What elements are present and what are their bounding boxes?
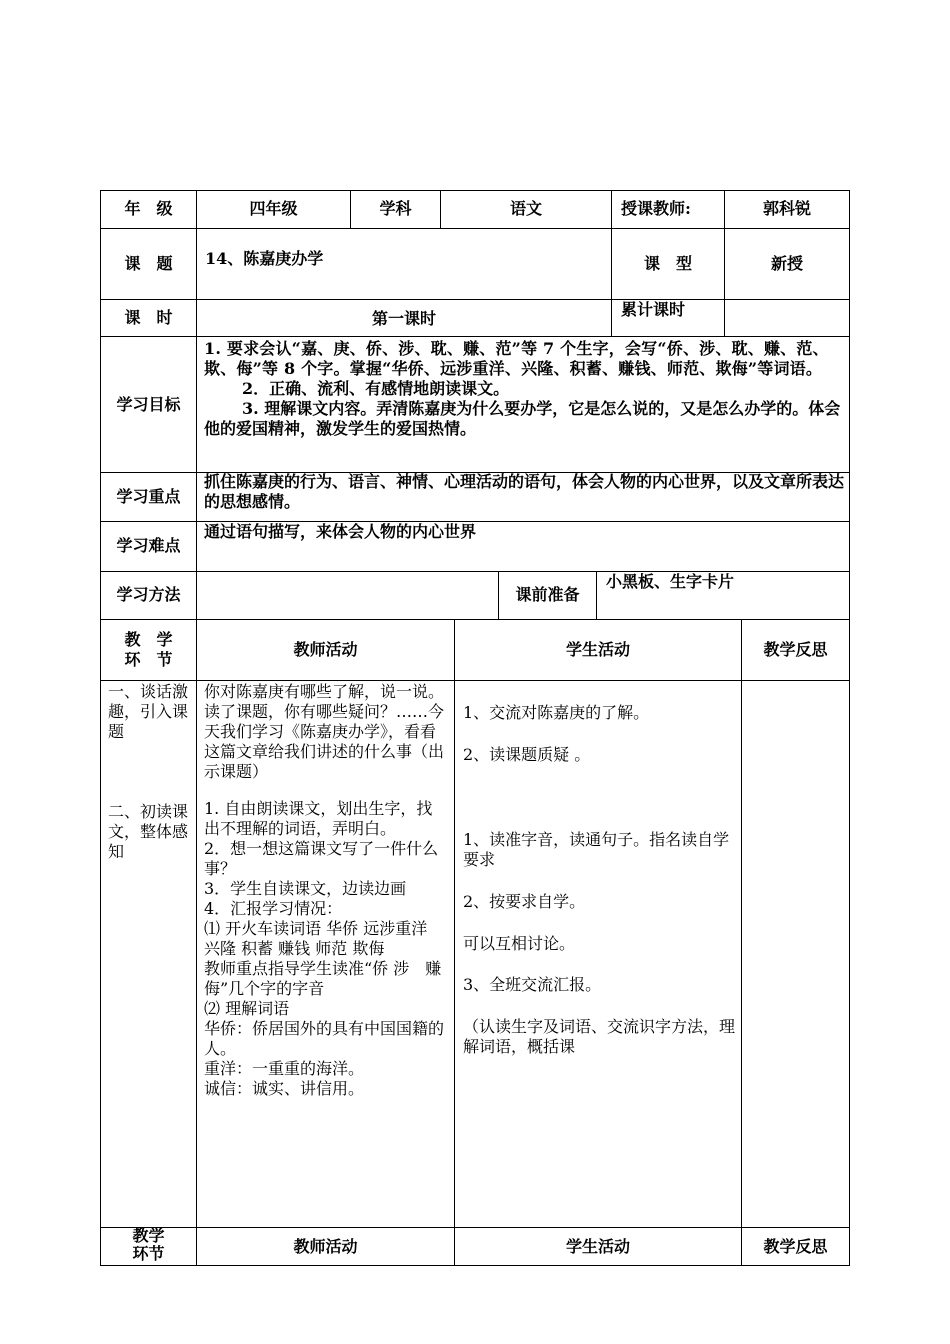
reflection-body-cell (741, 680, 850, 1228)
footer-reflection-header: 教学反思 (763, 1237, 828, 1256)
grade-value: 四年级 (249, 199, 298, 218)
period-label: 课 时 (124, 308, 173, 327)
goal-3: 3. 理解课文内容。弄清陈嘉庚为什么要办学，它是怎么说的，又是怎么办学的。体会他的爱国精神，激发学生的爱国热情。 (204, 399, 841, 438)
goals-content (204, 339, 844, 439)
difficulty-label: 学习难点 (116, 536, 181, 555)
focus-content: 抓住陈嘉庚的行为、语言、神情、心理活动的语句，体会人物的内心世界，以及文章所表达的思想感情。 (204, 472, 845, 511)
student-activity-header: 学生活动 (565, 640, 630, 659)
footer-student-header: 学生活动 (565, 1237, 630, 1256)
teacher-activity-1: 你对陈嘉庚有哪些了解，说一说。读了课题，你有哪些疑问？……今天我们学习《陈嘉庚办学》，看看这篇文章给我们讲述的什么事（出示课题） (204, 682, 445, 781)
student-activity-2: 2、读课题质疑 。 (463, 745, 591, 764)
topic-label: 课 题 (124, 254, 173, 273)
subject-label: 学科 (379, 199, 412, 218)
cumulative-label: 累计课时 (621, 300, 686, 319)
footer-teacher-header: 教师活动 (293, 1237, 358, 1256)
type-value: 新授 (770, 254, 803, 273)
prep-value: 小黑板、生字卡片 (606, 572, 735, 591)
teacher-value: 郭科锐 (762, 199, 811, 218)
cumulative-value-cell (724, 299, 850, 337)
student-activity-6: 3、全班交流汇报。 (463, 975, 602, 994)
reflection-header: 教学反思 (763, 640, 828, 659)
method-label: 学习方法 (116, 585, 181, 604)
period-value: 第一课时 (371, 309, 436, 328)
stage-header: 教 学 环 节 (124, 630, 173, 669)
stage-1: 一、谈话激趣，引入课题 (108, 682, 189, 741)
prep-label: 课前准备 (515, 585, 580, 604)
method-value-cell (196, 571, 499, 620)
grade-label: 年 级 (124, 199, 173, 218)
topic-value: 14、陈嘉庚办学 (205, 249, 324, 268)
goals-label: 学习目标 (116, 395, 181, 414)
footer-stage-header: 教学 环节 (132, 1226, 165, 1263)
subject-value: 语文 (509, 199, 542, 218)
student-activity-1: 1、交流对陈嘉庚的了解。 (463, 703, 650, 722)
stage-2: 二、初读课文，整体感知 (108, 802, 189, 861)
teacher-activity-2: 1. 自由朗读课文，划出生字，找出不理解的词语，弄明白。 2．想一想这篇课文写了一件什么事？ 3．学生自读课文，边读边画 4．汇报学习情况： ⑴ 开火车读词语 华侨 远涉重洋 兴隆 积蓄 赚钱 师范 欺侮 教师重点指导学生读准“侨 涉 赚 侮”几个字的字音 ⑵ 理解词语 华侨：侨居国外的具有中国国籍的人。 重洋：一重重的海洋。 诚信：诚实、讲信用。 (204, 799, 445, 1098)
focus-label: 学习重点 (116, 487, 181, 506)
teacher-label: 授课教师: (621, 199, 691, 218)
type-label: 课 型 (643, 254, 692, 273)
goal-2: 2．正确、流利、有感情地朗读课文。 (242, 379, 510, 398)
student-activity-7: （认读生字及词语、交流识字方法，理解词语，概括课 (463, 1017, 736, 1056)
teacher-activity-header: 教师活动 (293, 640, 358, 659)
student-activity-3: 1、读准字音，读通句子。指名读自学要求 (463, 830, 730, 869)
goal-1: 1. 要求会认“嘉、庚、侨、涉、耽、赚、范”等 7 个生字，会写“侨、涉、耽、赚、范、欺、侮”等 8 个字。掌握“华侨、远涉重洋、兴隆、积蓄、赚钱、师范、欺侮”等词语。 (204, 339, 829, 378)
difficulty-content: 通过语句描写，来体会人物的内心世界 (204, 522, 477, 541)
student-activity-4: 2、按要求自学。 (463, 892, 586, 911)
stage-body-cell (100, 680, 197, 1228)
student-activity-5: 可以互相讨论。 (463, 934, 576, 953)
